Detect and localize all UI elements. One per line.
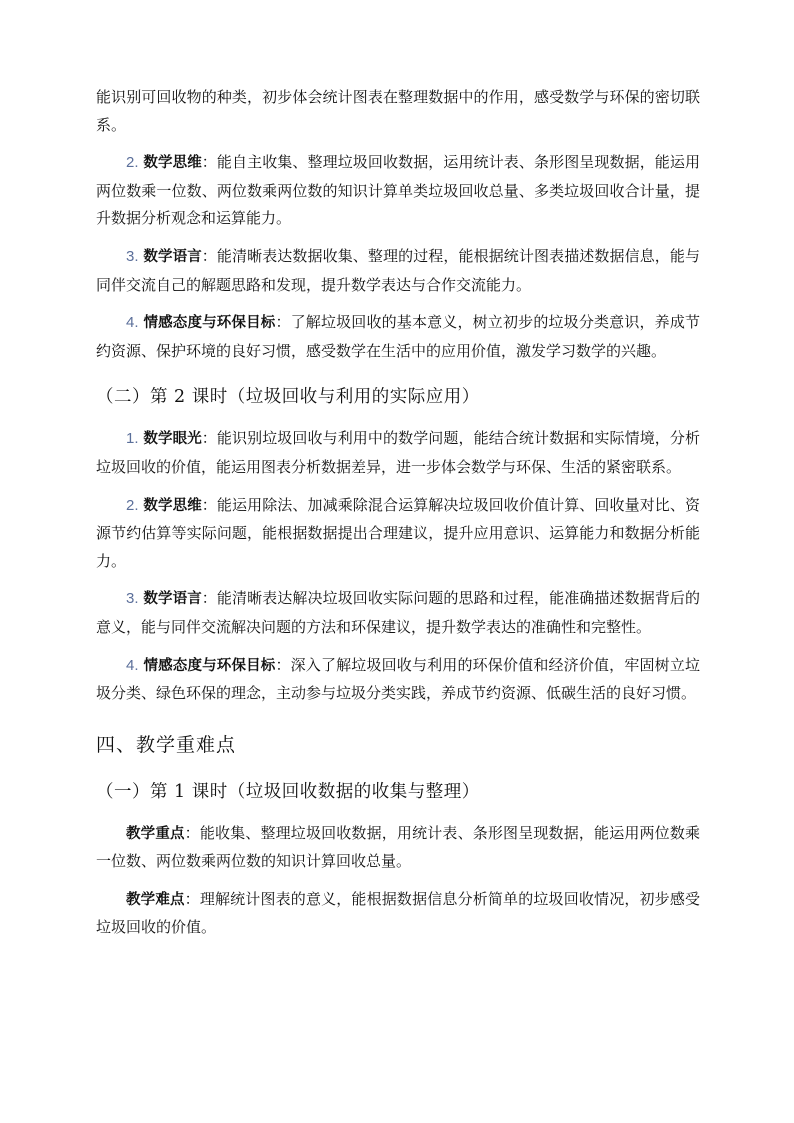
objective-item	[96, 243, 700, 299]
item-label: 数学语言	[143, 248, 202, 265]
objective-item	[96, 492, 700, 576]
item-label: 情感态度与环保目标	[143, 315, 276, 332]
item-number: 2.	[126, 496, 139, 514]
item-text: ：能清晰表达数据收集、整理的过程，能根据统计图表描述数据信息，能与同伴交流自己的解题思路和发现，提升数学表达与合作交流能力。	[96, 246, 700, 294]
item-number: 3.	[126, 590, 139, 608]
objective-item	[96, 652, 700, 708]
item-label: 情感态度与环保目标	[143, 657, 276, 674]
section4-heading: 四、教学重难点	[96, 733, 237, 756]
difficult-point-text: ：理解统计图表的意义，能根据数据信息分析简单的垃圾回收情况，初步感受垃圾回收的价值。	[96, 889, 700, 937]
objective-item	[96, 309, 700, 365]
item-text: ：了解垃圾回收的基本意义，树立初步的垃圾分类意识，养成节约资源、保护环境的良好习惯，感受数学在生活中的应用价值，激发学习数学的兴趣。	[96, 313, 700, 360]
difficult-point-label: 教学难点	[126, 891, 185, 908]
item-label: 数学思维	[143, 497, 202, 514]
document-page	[96, 84, 700, 952]
item-number: 4.	[126, 656, 139, 674]
objective-item	[96, 585, 700, 641]
item-label: 数学思维	[143, 155, 202, 172]
item-number: 4.	[126, 314, 139, 332]
item-text: ：深入了解垃圾回收与利用的环保价值和经济价值，牢固树立垃圾分类、绿色环保的理念，主动参与垃圾分类实践，养成节约资源、低碳生活的良好习惯。	[96, 655, 700, 703]
difficult-point-paragraph	[96, 886, 700, 942]
lesson1-objectives	[96, 149, 700, 365]
objective-item	[96, 425, 700, 481]
item-number: 3.	[126, 247, 139, 265]
item-text: ：能自主收集、整理垃圾回收数据，运用统计表、条形图呈现数据，能运用两位数乘一位数、两位数乘两位数的知识计算单类垃圾回收总量、多类垃圾回收合计量，提升数据分析观念和运算能力。	[96, 153, 700, 228]
intro-paragraph: 能识别可回收物的种类，初步体会统计图表在整理数据中的作用，感受数学与环保的密切联系。	[96, 88, 700, 134]
item-text: ：能清晰表达解决垃圾回收实际问题的思路和过程，能准确描述数据背后的意义，能与同伴交流解决问题的方法和环保建议，提升数学表达的准确性和完整性。	[96, 589, 700, 636]
key-point-text: ：能收集、整理垃圾回收数据，用统计表、条形图呈现数据，能运用两位数乘一位数、两位数乘两位数的知识计算回收总量。	[96, 823, 700, 871]
item-label: 数学语言	[143, 591, 202, 608]
lesson2-heading: （二）第 2 课时（垃圾回收与利用的实际应用）	[96, 387, 480, 408]
key-point-label: 教学重点	[126, 825, 185, 842]
item-label: 数学眼光	[143, 431, 202, 448]
item-text: ：能运用除法、加减乘除混合运算解决垃圾回收价值计算、回收量对比、资源节约估算等实际问题，能根据数据提出合理建议，提升应用意识、运算能力和数据分析能力。	[96, 495, 700, 570]
section4-sub-heading: （一）第 1 课时（垃圾回收数据的收集与整理）	[96, 781, 480, 802]
key-point-paragraph	[96, 820, 700, 876]
objective-item	[96, 149, 700, 233]
item-number: 1.	[126, 430, 139, 448]
lesson2-objectives	[96, 425, 700, 707]
item-text: ：能识别垃圾回收与利用中的数学问题，能结合统计数据和实际情境，分析垃圾回收的价值，能运用图表分析数据差异，进一步体会数学与环保、生活的紧密联系。	[96, 429, 700, 476]
item-number: 2.	[126, 154, 139, 172]
